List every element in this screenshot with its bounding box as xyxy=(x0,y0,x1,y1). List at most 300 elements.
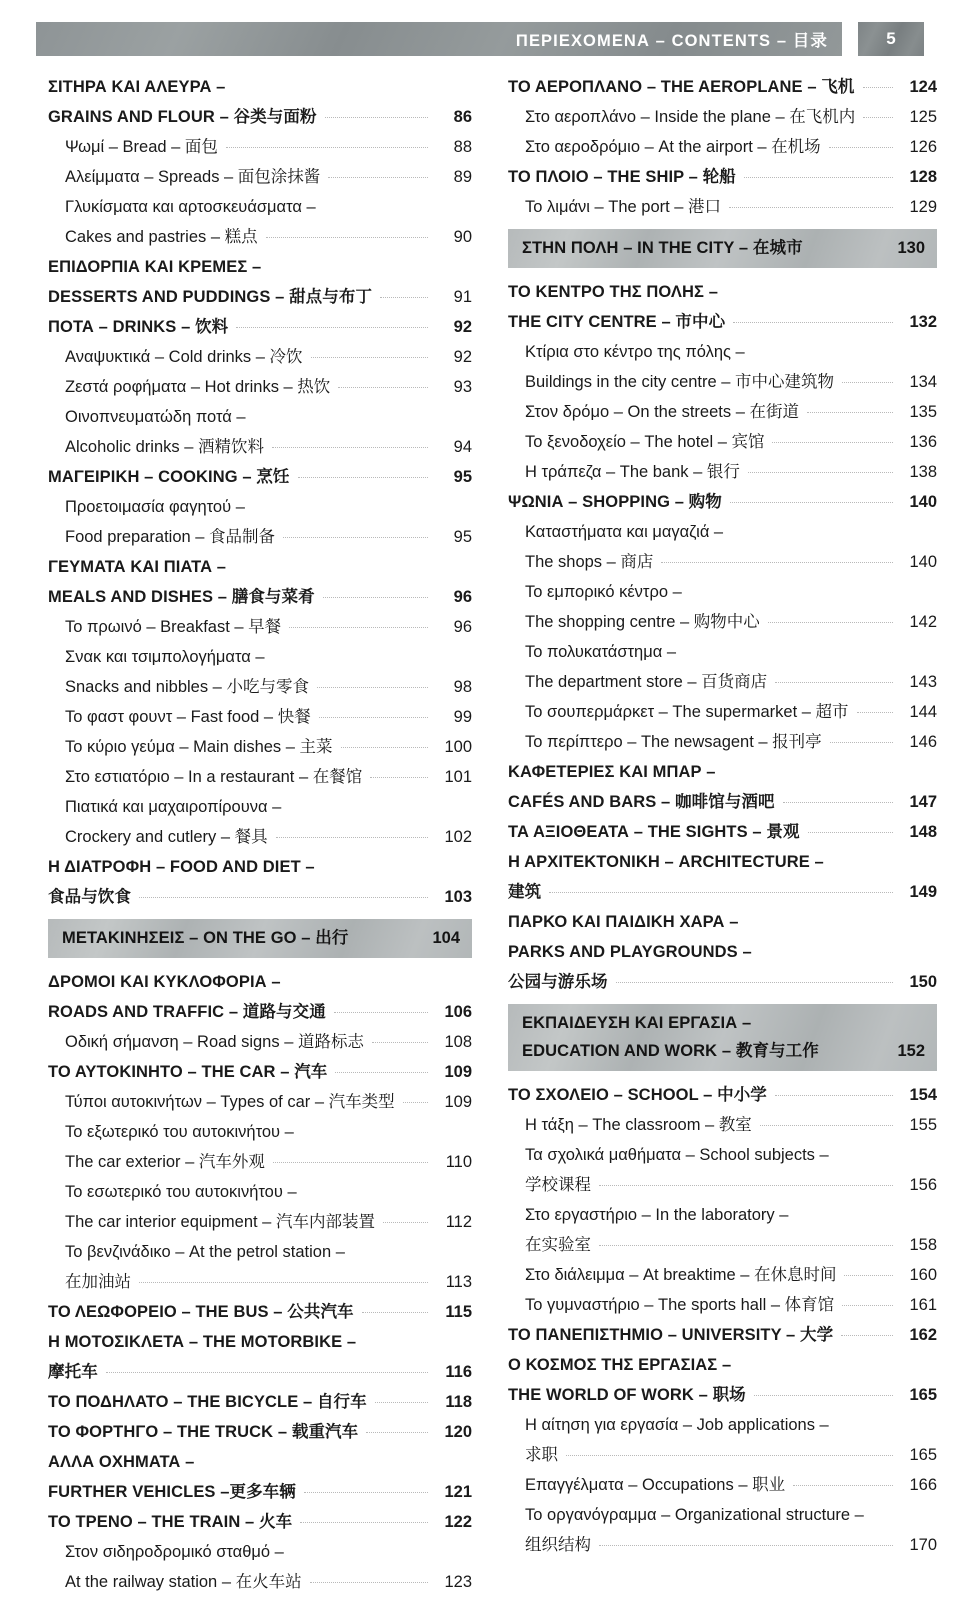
dot-leader xyxy=(690,592,893,593)
toc-entry-page: 106 xyxy=(444,1003,472,1021)
toc-entry-sub[interactable] xyxy=(48,762,472,792)
dot-leader xyxy=(328,176,428,178)
toc-entry-label: Ο ΚΟΣΜΟΣ ΤΗΣ ΕΡΓΑΣΙΑΣ – xyxy=(508,1356,732,1374)
dot-leader xyxy=(338,386,428,388)
toc-entry-page: 95 xyxy=(453,528,472,546)
toc-entry-label: ΤΟ ΑΥΤΟΚΙΝΗΤΟ – THE CAR – 汽车 xyxy=(48,1063,328,1081)
dot-leader xyxy=(269,267,428,268)
toc-entry-sub[interactable] xyxy=(48,1177,472,1207)
toc-entry-label: ΠΑΡΚΟ ΚΑΙ ΠΑΙΔΙΚΗ ΧΑΡΑ – xyxy=(508,913,739,931)
dot-leader xyxy=(731,532,893,533)
toc-entry-major[interactable] xyxy=(48,1477,472,1507)
toc-entry-label: The car exterior – 汽车外观 xyxy=(65,1153,265,1171)
dot-leader xyxy=(289,982,428,983)
toc-entry-page: 134 xyxy=(909,373,937,391)
dot-leader xyxy=(324,207,428,208)
toc-entry-sub[interactable] xyxy=(508,1260,937,1290)
toc-entry-page: 160 xyxy=(909,1266,937,1284)
toc-entry-page: 165 xyxy=(909,1386,937,1404)
dot-leader xyxy=(372,1041,428,1043)
toc-entry-sub[interactable] xyxy=(508,547,937,577)
toc-entry-major[interactable] xyxy=(48,582,472,612)
toc-entry-sub[interactable] xyxy=(48,792,472,822)
toc-entry-sub[interactable] xyxy=(48,522,472,552)
toc-entry-label: Ζεστά ροφήματα – Hot drinks – 热饮 xyxy=(65,378,331,396)
toc-entry-label: Η ΑΡΧΙΤΕΚΤΟΝΙΚΗ – ARCHITECTURE – xyxy=(508,853,824,871)
toc-entry-page: 154 xyxy=(909,1086,937,1104)
toc-entry-sub[interactable] xyxy=(508,102,937,132)
toc-entry-label: Ψωμί – Bread – 面包 xyxy=(65,138,218,156)
toc-entry-label: Το φαστ φουντ – Fast food – 快餐 xyxy=(65,708,311,726)
toc-entry-label: Το σουπερμάρκετ – The supermarket – 超市 xyxy=(525,703,849,721)
dot-leader xyxy=(566,1454,893,1456)
toc-entry-major[interactable] xyxy=(508,787,937,817)
dot-leader xyxy=(842,381,893,383)
toc-entry-label: ROADS AND TRAFFIC – 道路与交通 xyxy=(48,1003,326,1021)
toc-section-banner-page: 130 xyxy=(897,239,925,257)
toc-entry-major[interactable] xyxy=(48,1297,472,1327)
toc-entry-major[interactable] xyxy=(48,1417,472,1447)
toc-entry-page: 99 xyxy=(453,708,472,726)
toc-entry-page: 86 xyxy=(453,108,472,126)
dot-leader xyxy=(289,807,428,808)
toc-entry-label: Buildings in the city centre – 市中心建筑物 xyxy=(525,373,835,391)
toc-entry-label: MEALS AND DISHES – 膳食与菜肴 xyxy=(48,588,315,606)
toc-entry-major[interactable] xyxy=(48,552,472,582)
dot-leader xyxy=(744,176,893,178)
toc-entry-sub[interactable] xyxy=(508,1470,937,1500)
toc-entry-sub[interactable] xyxy=(48,432,472,462)
toc-entry-major[interactable] xyxy=(508,1080,937,1110)
toc-entry-label: ΜΑΓΕΙΡΙΚΗ – COOKING – 烹饪 xyxy=(48,468,290,486)
toc-entry-sub[interactable] xyxy=(508,1440,937,1470)
toc-entry-page: 89 xyxy=(453,168,472,186)
dot-leader xyxy=(807,411,893,413)
toc-entry-label: Το πρωινό – Breakfast – 早餐 xyxy=(65,618,282,636)
toc-section-banner-row xyxy=(522,1009,925,1037)
dot-leader xyxy=(842,1304,893,1306)
toc-entry-major[interactable] xyxy=(48,997,472,1027)
toc-entry-sub[interactable] xyxy=(508,397,937,427)
toc-entry-page: 156 xyxy=(909,1176,937,1194)
toc-entry-label: Το γυμναστήριο – The sports hall – 体育馆 xyxy=(525,1296,835,1314)
toc-entry-major[interactable] xyxy=(48,1357,472,1387)
toc-entry-major[interactable] xyxy=(48,102,472,132)
toc-entry-label: Το βενζινάδικο – At the petrol station – xyxy=(65,1243,345,1261)
toc-entry-label: ΤΟ ΚΕΝΤΡΟ ΤΗΣ ΠΟΛΗΣ – xyxy=(508,283,719,301)
toc-section-banner[interactable] xyxy=(48,919,472,958)
toc-section-banner-label: ΣΤΗΝ ΠΟΛΗ – IN THE CITY – 在城市 xyxy=(522,239,803,257)
toc-entry-major[interactable] xyxy=(508,72,937,102)
dot-leader xyxy=(616,981,893,983)
toc-entry-label: At the railway station – 在火车站 xyxy=(65,1573,302,1591)
toc-entry-label: CAFÉS AND BARS – 咖啡馆与酒吧 xyxy=(508,793,775,811)
dot-leader xyxy=(775,681,893,683)
toc-entry-sub[interactable] xyxy=(48,162,472,192)
toc-entry-page: 113 xyxy=(445,1273,472,1291)
toc-entry-sub[interactable] xyxy=(508,1290,937,1320)
toc-entry-page: 90 xyxy=(453,228,472,246)
toc-entry-page: 96 xyxy=(453,618,472,636)
toc-entry-major[interactable] xyxy=(48,282,472,312)
toc-entry-page: 147 xyxy=(909,793,937,811)
dot-leader xyxy=(857,711,894,713)
toc-entry-label: ΚΑΦΕΤΕΡΙΕΣ ΚΑΙ ΜΠΑΡ – xyxy=(508,763,716,781)
toc-entry-sub[interactable] xyxy=(48,132,472,162)
toc-entry-major[interactable] xyxy=(508,847,937,877)
dot-leader xyxy=(266,236,428,238)
dot-leader xyxy=(273,1161,428,1163)
toc-entry-label: Στο εργαστήριο – In the laboratory – xyxy=(525,1206,789,1224)
toc-entry-label: Τα σχολικά μαθήματα – School subjects – xyxy=(525,1146,829,1164)
toc-section-banner-page: 104 xyxy=(432,929,460,947)
toc-entry-page: 124 xyxy=(909,78,937,96)
dot-leader xyxy=(783,801,893,803)
dot-leader xyxy=(362,1311,428,1313)
toc-entry-major[interactable] xyxy=(508,277,937,307)
toc-entry-major[interactable] xyxy=(48,1507,472,1537)
toc-entry-label: Στο αεροδρόμιο – At the airport – 在机场 xyxy=(525,138,821,156)
toc-entry-page: 122 xyxy=(444,1513,472,1531)
dot-leader xyxy=(829,146,893,148)
dot-leader xyxy=(300,1521,428,1523)
dot-leader xyxy=(302,1132,428,1133)
toc-entry-label: Το κύριο γεύμα – Main dishes – 主菜 xyxy=(65,738,333,756)
dot-leader xyxy=(370,776,428,778)
toc-entry-sub[interactable] xyxy=(508,1200,937,1230)
toc-entry-major[interactable] xyxy=(48,852,472,882)
contents-column-right xyxy=(508,72,937,1560)
toc-entry-sub[interactable] xyxy=(508,577,937,607)
dot-leader xyxy=(837,1425,893,1426)
dot-leader xyxy=(754,1394,893,1396)
toc-entry-page: 93 xyxy=(453,378,472,396)
toc-entry-page: 103 xyxy=(444,888,472,906)
dot-leader xyxy=(139,896,428,898)
toc-entry-page: 91 xyxy=(453,288,472,306)
toc-entry-page: 135 xyxy=(909,403,937,421)
toc-entry-major[interactable] xyxy=(508,877,937,907)
toc-entry-sub[interactable] xyxy=(508,192,937,222)
toc-entry-page: 121 xyxy=(444,1483,472,1501)
toc-entry-page: 118 xyxy=(445,1393,472,1411)
toc-entry-sub[interactable] xyxy=(48,1237,472,1267)
toc-section-banner-label: ΕΚΠΑΙΔΕΥΣΗ ΚΑΙ ΕΡΓΑΣΙΑ – xyxy=(522,1014,752,1032)
dot-leader xyxy=(760,952,893,953)
toc-entry-label: ΔΡΟΜΟΙ ΚΑΙ ΚΥΚΛΟΦΟΡΙΑ – xyxy=(48,973,281,991)
toc-entry-sub[interactable] xyxy=(48,612,472,642)
dot-leader xyxy=(319,716,428,718)
toc-entry-label: Το εσωτερικό του αυτοκινήτου – xyxy=(65,1183,297,1201)
toc-entry-page: 165 xyxy=(909,1446,937,1464)
toc-entry-label: Cakes and pastries – 糕点 xyxy=(65,228,258,246)
toc-entry-page: 138 xyxy=(909,463,937,481)
toc-entry-sub[interactable] xyxy=(48,1087,472,1117)
toc-entry-sub[interactable] xyxy=(508,607,937,637)
dot-leader xyxy=(283,536,428,538)
toc-entry-page: 136 xyxy=(909,433,937,451)
contents-column-left xyxy=(48,72,472,1597)
toc-entry-label: Οινοπνευματώδη ποτά – xyxy=(65,408,246,426)
page-number: 5 xyxy=(886,29,896,48)
toc-entry-sub[interactable] xyxy=(508,1140,937,1170)
dot-leader xyxy=(380,296,428,298)
toc-entry-sub[interactable] xyxy=(508,1410,937,1440)
toc-entry-label: ΕΠΙΔΟΡΠΙΑ ΚΑΙ ΚΡΕΜΕΣ – xyxy=(48,258,262,276)
toc-entry-major[interactable] xyxy=(48,72,472,102)
toc-entry-label: The shops – 商店 xyxy=(525,553,654,571)
toc-entry-page: 100 xyxy=(444,738,472,756)
toc-entry-label: ΤΟ ΑΕΡΟΠΛΑΝΟ – THE AEROPLANE – 飞机 xyxy=(508,78,855,96)
toc-entry-sub[interactable] xyxy=(48,1537,472,1567)
dot-leader xyxy=(276,836,428,838)
toc-entry-sub[interactable] xyxy=(508,517,937,547)
toc-section-banner[interactable] xyxy=(508,229,937,268)
toc-entry-major[interactable] xyxy=(48,1447,472,1477)
dot-leader xyxy=(323,867,428,868)
dot-leader xyxy=(317,686,428,688)
toc-section-banner[interactable] xyxy=(508,1004,937,1071)
toc-entry-label: Στο διάλειμμα – At breaktime – 在休息时间 xyxy=(525,1266,837,1284)
toc-entry-sub[interactable] xyxy=(508,367,937,397)
toc-entry-page: 120 xyxy=(444,1423,472,1441)
toc-section-banner-row xyxy=(522,1037,925,1065)
toc-entry-page: 102 xyxy=(444,828,472,846)
toc-entry-page: 98 xyxy=(453,678,472,696)
toc-section-banner-label: EDUCATION AND WORK – 教育与工作 xyxy=(522,1042,819,1060)
header-title-bar xyxy=(36,22,842,56)
toc-entry-page: 161 xyxy=(909,1296,937,1314)
toc-entry-sub[interactable] xyxy=(48,222,472,252)
toc-entry-major[interactable] xyxy=(508,907,937,937)
toc-entry-label: Επαγγέλματα – Occupations – 职业 xyxy=(525,1476,786,1494)
header-page-number-box xyxy=(858,22,924,56)
toc-entry-major[interactable] xyxy=(508,1380,937,1410)
toc-entry-label: 摩托车 xyxy=(48,1363,98,1381)
toc-entry-major[interactable] xyxy=(508,307,937,337)
dot-leader xyxy=(793,1484,893,1486)
dot-leader xyxy=(236,326,428,328)
toc-entry-label: 在加油站 xyxy=(65,1273,131,1291)
toc-entry-major[interactable] xyxy=(48,462,472,492)
toc-entry-sub[interactable] xyxy=(508,1110,937,1140)
dot-leader xyxy=(403,1101,428,1103)
toc-entry-sub[interactable] xyxy=(48,1267,472,1297)
toc-entry-label: Food preparation – 食品制备 xyxy=(65,528,276,546)
toc-entry-label: ΤΟ ΠΛΟΙΟ – THE SHIP – 轮船 xyxy=(508,168,736,186)
dot-leader xyxy=(599,1184,893,1186)
dot-leader xyxy=(353,1252,428,1253)
toc-entry-label: ΤΟ ΠΑΝΕΠΙΣΤΗΜΙΟ – UNIVERSITY – 大学 xyxy=(508,1326,834,1344)
dot-leader xyxy=(254,417,428,418)
toc-entry-major[interactable] xyxy=(48,1057,472,1087)
dot-leader xyxy=(863,116,893,118)
toc-entry-label: Το πολυκατάστημα – xyxy=(525,643,677,661)
toc-entry-sub[interactable] xyxy=(48,192,472,222)
toc-section-banner-page: 152 xyxy=(897,1042,925,1060)
header-title: ΠΕΡΙΕΧΟΜΕΝΑ – CONTENTS – 目录 xyxy=(515,32,828,50)
dot-leader xyxy=(753,352,893,353)
toc-entry-label: Αλείμματα – Spreads – 面包涂抹酱 xyxy=(65,168,321,186)
dot-leader xyxy=(599,1244,893,1246)
toc-entry-label: Καταστήματα και μαγαζιά – xyxy=(525,523,724,541)
toc-entry-sub[interactable] xyxy=(48,1207,472,1237)
dot-leader xyxy=(768,621,893,623)
toc-entry-sub[interactable] xyxy=(508,1500,937,1530)
toc-entry-major[interactable] xyxy=(508,817,937,847)
toc-entry-page: 166 xyxy=(909,1476,937,1494)
toc-entry-sub[interactable] xyxy=(48,1147,472,1177)
toc-entry-sub[interactable] xyxy=(48,342,472,372)
toc-entry-sub[interactable] xyxy=(508,427,937,457)
dot-leader xyxy=(684,652,893,653)
dot-leader xyxy=(202,1462,428,1463)
dot-leader xyxy=(289,626,428,628)
toc-entry-sub[interactable] xyxy=(508,132,937,162)
toc-entry-label: 组织结构 xyxy=(525,1536,591,1554)
dot-leader xyxy=(334,1011,428,1013)
toc-entry-major[interactable] xyxy=(508,967,937,997)
toc-entry-page: 149 xyxy=(909,883,937,901)
toc-entry-sub[interactable] xyxy=(508,637,937,667)
toc-entry-page: 88 xyxy=(453,138,472,156)
dot-leader xyxy=(726,292,893,293)
dot-leader xyxy=(305,1192,428,1193)
toc-entry-label: Το περίπτερο – The newsagent – 报刊亭 xyxy=(525,733,822,751)
dot-leader xyxy=(837,1155,893,1156)
toc-entry-page: 95 xyxy=(453,468,472,486)
toc-entry-major[interactable] xyxy=(48,967,472,997)
toc-entry-sub[interactable] xyxy=(48,402,472,432)
toc-entry-sub[interactable] xyxy=(48,672,472,702)
toc-entry-label: Στο εστιατόριο – In a restaurant – 在餐馆 xyxy=(65,768,363,786)
dot-leader xyxy=(311,356,428,358)
dot-leader xyxy=(234,567,428,568)
dot-leader xyxy=(549,891,893,893)
toc-entry-page: 162 xyxy=(909,1326,937,1344)
toc-entry-label: Τύποι αυτοκινήτων – Types of car – 汽车类型 xyxy=(65,1093,395,1111)
dot-leader xyxy=(106,1371,428,1373)
toc-entry-label: ΤΟ ΠΟΔΗΛΑΤΟ – THE BICYCLE – 自行车 xyxy=(48,1393,367,1411)
toc-entry-sub[interactable] xyxy=(508,1230,937,1260)
toc-entry-label: 学校课程 xyxy=(525,1176,591,1194)
toc-entry-sub[interactable] xyxy=(508,337,937,367)
toc-entry-sub[interactable] xyxy=(48,642,472,672)
dot-leader xyxy=(139,1281,428,1283)
toc-entry-label: FURTHER VEHICLES –更多车辆 xyxy=(48,1483,296,1501)
toc-entry-sub[interactable] xyxy=(48,1117,472,1147)
toc-entry-page: 109 xyxy=(444,1063,472,1081)
toc-entry-sub[interactable] xyxy=(508,697,937,727)
dot-leader xyxy=(325,116,428,118)
toc-entry-major[interactable] xyxy=(48,1387,472,1417)
toc-entry-page: 112 xyxy=(445,1213,472,1231)
toc-entry-major[interactable] xyxy=(48,252,472,282)
toc-entry-label: Το εξωτερικό του αυτοκινήτου – xyxy=(65,1123,294,1141)
toc-entry-sub[interactable] xyxy=(508,727,937,757)
toc-entry-label: ΑΛΛΑ ΟΧΗΜΑΤΑ – xyxy=(48,1453,195,1471)
dot-leader xyxy=(760,1124,893,1126)
toc-entry-label: The shopping centre – 购物中心 xyxy=(525,613,760,631)
toc-entry-label: 食品与饮食 xyxy=(48,888,131,906)
toc-entry-page: 146 xyxy=(909,733,937,751)
toc-entry-major[interactable] xyxy=(508,1350,937,1380)
dot-leader xyxy=(872,1515,893,1516)
toc-entry-sub[interactable] xyxy=(48,1567,472,1597)
toc-entry-major[interactable] xyxy=(508,757,937,787)
toc-entry-major[interactable] xyxy=(508,937,937,967)
dot-leader xyxy=(298,476,428,478)
toc-entry-sub[interactable] xyxy=(48,732,472,762)
toc-entry-page: 140 xyxy=(909,553,937,571)
toc-entry-page: 125 xyxy=(909,108,937,126)
toc-entry-page: 143 xyxy=(909,673,937,691)
toc-entry-label: DESSERTS AND PUDDINGS – 甜点与布丁 xyxy=(48,288,373,306)
toc-entry-label: Γλυκίσματα και αρτοσκευάσματα – xyxy=(65,198,316,216)
toc-entry-label: Το εμπορικό κέντρο – xyxy=(525,583,682,601)
dot-leader xyxy=(366,1431,428,1433)
toc-entry-page: 132 xyxy=(909,313,937,331)
toc-entry-page: 142 xyxy=(909,613,937,631)
dot-leader xyxy=(796,1215,893,1216)
toc-entry-sub[interactable] xyxy=(48,702,472,732)
dot-leader xyxy=(292,1552,428,1553)
dot-leader xyxy=(748,471,893,473)
dot-leader xyxy=(599,1544,893,1546)
toc-entry-label: 求职 xyxy=(525,1446,558,1464)
dot-leader xyxy=(335,1071,428,1073)
toc-entry-label: Alcoholic drinks – 酒精饮料 xyxy=(65,438,264,456)
dot-leader xyxy=(730,501,893,503)
toc-entry-sub[interactable] xyxy=(508,1530,937,1560)
toc-entry-label: The department store – 百货商店 xyxy=(525,673,768,691)
toc-entry-label: Το οργανόγραμμα – Organizational structure – xyxy=(525,1506,864,1524)
toc-entry-label: Το ξενοδοχείο – The hotel – 宾馆 xyxy=(525,433,765,451)
toc-entry-label: The car interior equipment – 汽车内部装置 xyxy=(65,1213,375,1231)
toc-entry-major[interactable] xyxy=(48,882,472,912)
toc-entry-major[interactable] xyxy=(508,487,937,517)
toc-entry-label: ΤΟ ΤΡΕΝΟ – THE TRAIN – 火车 xyxy=(48,1513,293,1531)
toc-entry-major[interactable] xyxy=(508,162,937,192)
toc-entry-label: ΓΕΥΜΑΤΑ ΚΑΙ ΠΙΑΤΑ – xyxy=(48,558,227,576)
toc-entry-sub[interactable] xyxy=(48,1027,472,1057)
toc-entry-label: Οδική σήμανση – Road signs – 道路标志 xyxy=(65,1033,364,1051)
dot-leader xyxy=(304,1491,428,1493)
toc-entry-sub[interactable] xyxy=(48,492,472,522)
toc-entry-page: 140 xyxy=(909,493,937,511)
toc-entry-label: ΣΙΤΗΡΑ ΚΑΙ ΑΛΕΥΡΑ – xyxy=(48,78,226,96)
toc-entry-major[interactable] xyxy=(508,1320,937,1350)
toc-entry-sub[interactable] xyxy=(48,372,472,402)
dot-leader xyxy=(733,321,893,323)
dot-leader xyxy=(832,862,893,863)
toc-entry-sub[interactable] xyxy=(508,667,937,697)
dot-leader xyxy=(375,1401,428,1403)
toc-entry-major[interactable] xyxy=(48,1327,472,1357)
toc-entry-sub[interactable] xyxy=(508,1170,937,1200)
toc-entry-page: 148 xyxy=(909,823,937,841)
toc-entry-label: ΠΟΤΑ – DRINKS – 饮料 xyxy=(48,318,229,336)
dot-leader xyxy=(729,206,893,208)
dot-leader xyxy=(724,772,893,773)
toc-entry-sub[interactable] xyxy=(48,822,472,852)
toc-entry-page: 155 xyxy=(909,1116,937,1134)
dot-leader xyxy=(739,1365,893,1366)
toc-entry-sub[interactable] xyxy=(508,457,937,487)
toc-entry-major[interactable] xyxy=(48,312,472,342)
dot-leader xyxy=(272,446,428,448)
toc-entry-label: Στον δρόμο – On the streets – 在街道 xyxy=(525,403,799,421)
